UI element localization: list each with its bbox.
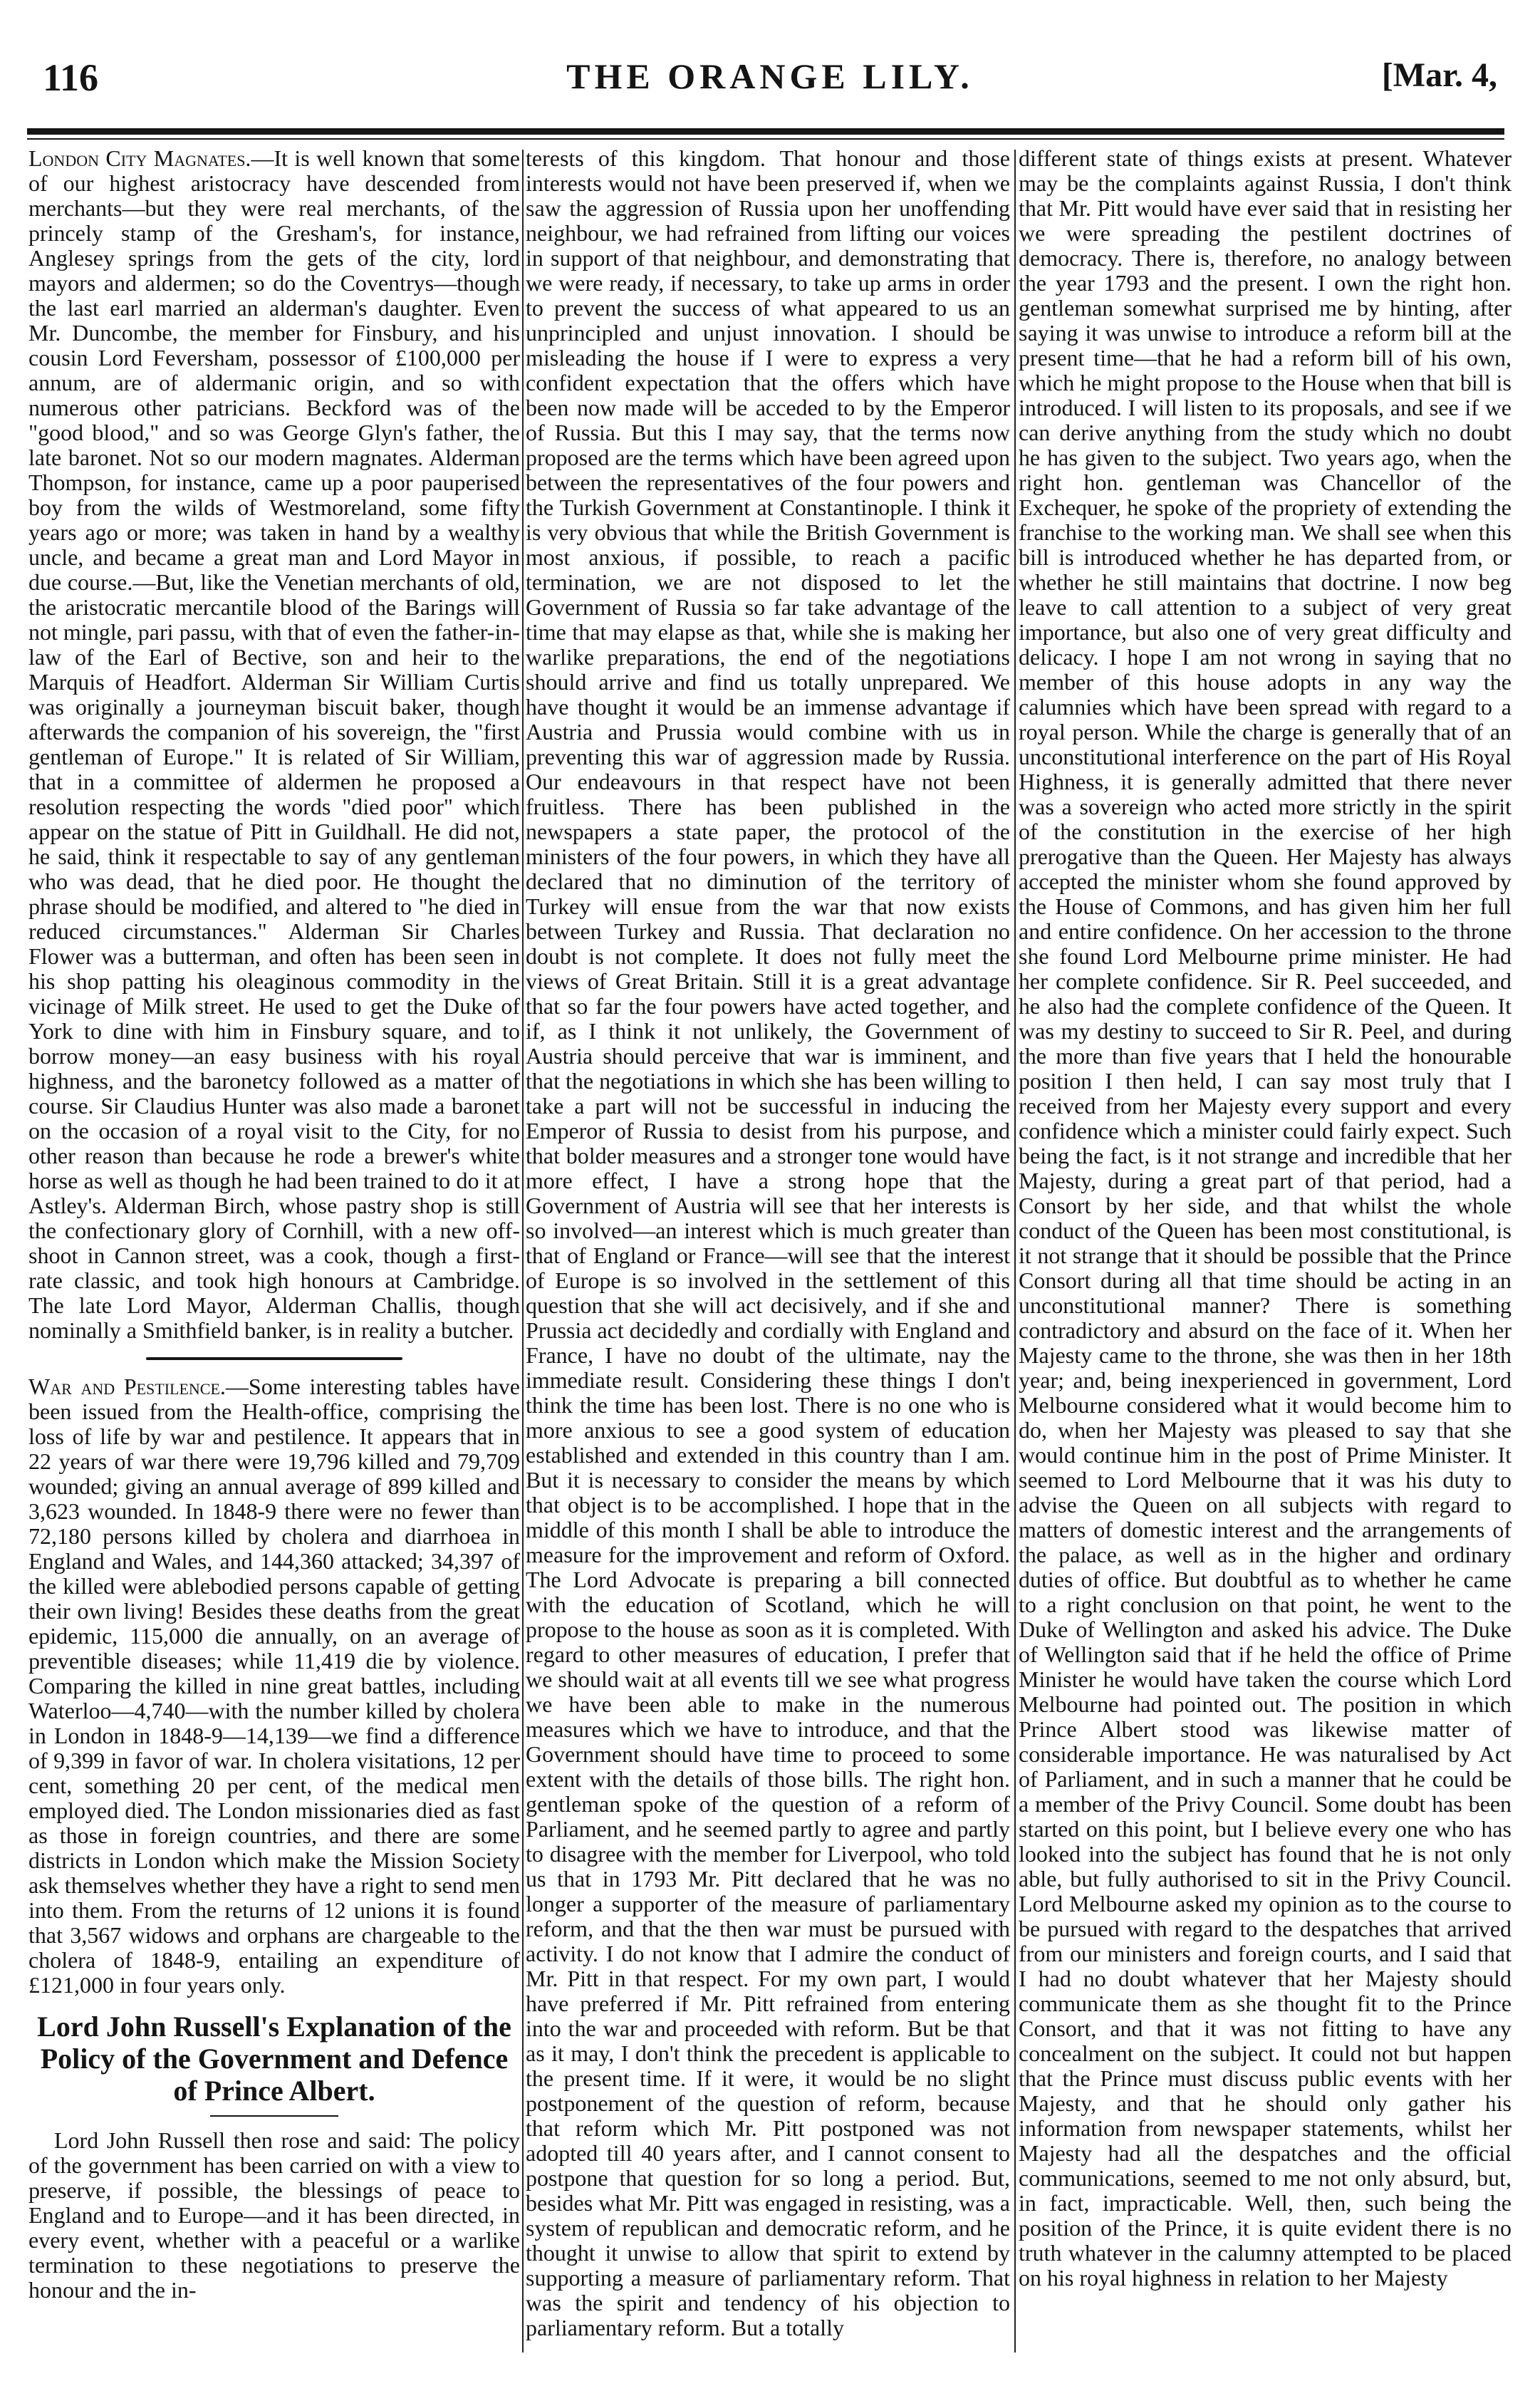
headline-line: Lord John Russell's Explanation of the xyxy=(37,2011,511,2043)
article-headline xyxy=(36,2011,513,2107)
headline-line: of Prince Albert. xyxy=(173,2075,375,2107)
section-divider xyxy=(146,1357,402,1360)
column-2 xyxy=(526,146,1010,2360)
header-rule-thin xyxy=(27,138,1504,140)
column-1 xyxy=(28,146,520,2360)
header-rule xyxy=(27,128,1504,135)
article-title: War and Pestilence. xyxy=(28,1374,226,1399)
page-header xyxy=(43,56,1497,105)
page-number: 116 xyxy=(43,56,99,99)
headline-rule xyxy=(210,2115,338,2117)
masthead-title: THE ORANGE LILY. xyxy=(566,56,974,96)
article-london-city-magnates xyxy=(28,146,520,1343)
article-body: —It is well known that some of our highest aristocracy have descended from merchants—but they were real merchants, of the princely stamp of the Gresham's, for instance, Anglesey springs from the gets of the city, lord mayors and aldermen; so do the Coventrys—though the last earl married an alderman's daughter. Even Mr. Duncombe, the member for Finsbury, and his cousin Lord Feversham, possessor of £100,000 per annum, are of aldermanic origin, and so with numerous other patricians. Beckford was of the "good blood," and so was George Glyn's father, the late baronet. Not so our modern magnates. Alderman Thompson, for instance, came up a poor pauperised boy from the wilds of Westmoreland, some fifty years ago or more; was taken in hand by a wealthy uncle, and became a great man and Lord Mayor in due course.—But, like the Venetian merchants of old, the aristocratic mercantile blood of the Barings will not mingle, pari passu, with that of even the father-in-law of the Earl of Bective, son and heir to the Marquis of Headfort. Alderman Sir William Curtis was originally a journeyman biscuit baker, though afterwards the companion of his sovereign, the "first gentleman of Europe." It is related of Sir William, that in a committee of aldermen he proposed a resolution respecting the words "died poor" which appear on the statue of Pitt in Guildhall. He did not, he said, think it respectable to say of any gentleman who was dead, that he died poor. He thought the phrase should be modified, and altered to "he died in reduced circumstances." Alderman Sir Charles Flower was a butterman, and often has been seen in his shop patting his oleaginous commodity in the vicinage of Milk street. He used to get the Duke of York to dine with him in Finsbury square, and to borrow money—an easy business with his royal highness, and the baronetcy followed as a matter of course. Sir Claudius Hunter was also made a baronet on the occasion of a royal visit to the City, for no other reason than because he rode a brewer's white horse as well as though he had been trained to do it at Astley's. Alderman Birch, whose pastry shop is still the confectionary glory of Cornhill, with a new off-shoot in Cannon street, was a cook, though a first-rate classic, and took high honours at Cambridge. The late Lord Mayor, Alderman Challis, though nominally a Smithfield banker, is in reality a butcher. xyxy=(28,146,520,1343)
article-war-and-pestilence xyxy=(28,1374,520,1998)
article-body: different state of things exists at present. Whatever may be the complaints against Russia, I don't think that Mr. Pitt would have ever said that in resisting her we were spreading the pestilent doctrines of democracy. There is, therefore, no analogy between the year 1793 and the present. I own the right hon. gentleman somewhat surprised me by hinting, after saying it was unwise to introduce a reform bill at the present time—that he had a reform bill of his own, which he might propose to the House when that bill is introduced. I will listen to its proposals, and see if we can derive anything from the study which no doubt he has given to the subject. Two years ago, when the right hon. gentleman was Chancellor of the Exchequer, he spoke of the propriety of extending the franchise to the working man. We shall see when this bill is introduced whether he has departed from, or whether he still maintains that doctrine. I now beg leave to call attention to a subject of very great importance, but also one of very great difficulty and delicacy. I hope I am not wrong in saying that no member of this house adopts in any way the calumnies which have been spread with regard to a royal person. While the charge is generally that of an unconstitutional interference on the part of His Royal Highness, it is generally admitted that there never was a sovereign who acted more strictly in the spirit of the constitution in the exercise of her high prerogative than the Queen. Her Majesty has always accepted the minister whom she found approved by the House of Commons, and has given him her full and entire confidence. On her accession to the throne she found Lord Melbourne prime minister. He had her complete confidence. Sir R. Peel succeeded, and he also had the complete confidence of the Queen. It was my destiny to succeed to Sir R. Peel, and during the more than five years that I held the honourable position I then held, I can say most truly that I received from her Majesty every support and every confidence which a minister could fairly expect. Such being the fact, is it not strange and incredible that her Majesty, during a great part of that period, had a Consort by her side, and that whilst the whole conduct of the Queen has been most constitutional, is it not strange that it should be possible that the Prince Consort during all that time should be acting in an unconstitutional manner? There is something contradictory and absurd on the face of it. When her Majesty came to the throne, she was then in her 18th year; and, being inexperienced in government, Lord Melbourne considered what it would become him to do, when her Majesty was pleased to say that she would continue him in the post of Prime Minister. It seemed to Lord Melbourne that it was his duty to advise the Queen on all subjects with regard to matters of domestic interest and the arrangements of the palace, as well as in the higher and ordinary duties of office. But doubtful as to whether he came to a right conclusion on that point, he went to the Duke of Wellington and asked his advice. The Duke of Wellington said that if he held the office of Prime Minister he would have taken the course which Lord Melbourne had pointed out. The position in which Prince Albert stood was likewise matter of considerable importance. He was naturalised by Act of Parliament, and in such a manner that he could be a member of the Privy Council. Some doubt has been started on this point, but I believe every one who has looked into the subject has found that he is not only able, but fully authorised to sit in the Privy Council. Lord Melbourne asked my opinion as to the course to be pursued with regard to the despatches that arrived from our ministers and foreign courts, and I said that I had no doubt whatever that her Majesty should communicate them as she thought fit to the Prince Consort, and that it was not fitting to have any concealment on the subject. It could not but happen that the Prince must discuss public events with her Majesty, and that he should only gather his information from newspaper statements, whilst her Majesty had all the despatches and the official communications, seemed to me not only absurd, but, in fact, impracticable. Well, then, such being the position of the Prince, it is quite evident there is no truth whatever in the calumny attempted to be placed on his royal highness in relation to her Majesty xyxy=(1019,146,1512,2291)
column-divider xyxy=(522,150,524,2353)
article-body: terests of this kingdom. That honour and those interests would not have been preserved if, when we saw the aggression of Russia upon her unoffending neighbour, we had refrained from lifting our voices in support of that neighbour, and demonstrating that we were ready, if necessary, to take up arms in order to prevent the success of what appeared to us an unprincipled and unjust innovation. I should be misleading the house if I were to express a very confident expectation that the offers which have been now made will be acceded to by the Emperor of Russia. But this I may say, that the terms now proposed are the terms which have been agreed upon between the representatives of the four powers and the Turkish Government at Constantinople. I think it is very obvious that while the British Government is most anxious, if possible, to reach a pacific termination, we are not disposed to let the Government of Russia so far take advantage of the time that may elapse as that, while she is making her warlike preparations, the end of the negotiations should arrive and find us totally unprepared. We have thought it would be an immense advantage if Austria and Prussia would combine with us in preventing this war of aggression made by Russia. Our endeavours in that respect have not been fruitless. There has been published in the newspapers a state paper, the protocol of the ministers of the four powers, in which they have all declared that no diminution of the territory of Turkey will ensue from the war that now exists between Turkey and Russia. That declaration no doubt is not complete. It does not fully meet the views of Great Britain. Still it is a great advantage that so far the four powers have acted together, and if, as I think it not unlikely, the Government of Austria should perceive that war is imminent, and that the negotiations in which she has been willing to take a part will not be successful in inducing the Emperor of Russia to desist from his purpose, and that bolder measures and a stronger tone would have more effect, I have a strong hope that the Government of Austria will see that her interests is so involved—an interest which is much greater than that of England or France—will see that the interest of Europe is so involved in the settlement of this question that she will act decisively, and if she and Prussia act decidedly and cordially with England and France, I have no doubt of the ultimate, nay the immediate result. Considering these things I don't think the time has been lost. There is no one who is more anxious to see a good system of education established and extended in this country than I am. But it is necessary to consider the means by which that object is to be accomplished. I hope that in the middle of this month I shall be able to introduce the measure for the improvement and reform of Oxford. The Lord Advocate is preparing a bill connected with the education of Scotland, which he will propose to the house as soon as it is completed. With regard to other measures of education, I prefer that we should wait at all events till we see what progress we have been able to make in the numerous measures which we have to introduce, and that the Government should have time to proceed to some extent with the details of those bills. The right hon. gentleman spoke of the question of a reform of Parliament, and he seemed partly to agree and partly to disagree with the member for Liverpool, who told us that in 1793 Mr. Pitt declared that he was no longer a supporter of the measure of parliamentary reform, and that the then war must be pursued with activity. I do not know that I admire the conduct of Mr. Pitt in that respect. For my own part, I would have preferred if Mr. Pitt refrained from entering into the war and proceeded with reform. But be that as it may, I don't think the precedent is applicable to the present time. If it were, it would be no slight postponement of the question of reform, because that reform which Mr. Pitt postponed was not adopted till 40 years after, and I cannot consent to postpone that question for so long a period. But, besides what Mr. Pitt was engaged in resisting, was a system of republican and democratic reform, and he thought it unwise to allow that spirit to extend by supporting a measure of parliamentary reform. That was the spirit and tendency of his objection to parliamentary reform. But a totally xyxy=(526,146,1010,2340)
column-3 xyxy=(1019,146,1512,2360)
article-body: —Some interesting tables have been issued from the Health-office, comprising the loss of life by war and pestilence. It appears that in 22 years of war there were 19,796 killed and 79,709 wounded; giving an annual average of 899 killed and 3,623 wounded. In 1848-9 there were no fewer than 72,180 persons killed by cholera and diarrhoea in England and Wales, and 144,360 attacked; 34,397 of the killed were ablebodied persons capable of getting their own living! Besides these deaths from the great epidemic, 115,000 die annually, on an average of preventible diseases; while 11,419 die by violence. Comparing the killed in nine great battles, including Waterloo—4,740—with the number killed by cholera in London in 1848-9—14,139—we find a difference of 9,399 in favor of war. In cholera visitations, 12 per cent, something 20 per cent, of the medical men employed died. The London missionaries died as fast as those in foreign countries, and there are some districts in London which make the Mission Society ask themselves whether they have a right to send men into them. From the returns of 12 unions it is found that 3,567 widows and orphans are chargeable to the cholera of 1848-9, entailing an expenditure of £121,000 in four years only. xyxy=(28,1374,520,1998)
issue-date: [Mar. 4, xyxy=(1381,56,1497,94)
article-body: Lord John Russell then rose and said: The policy of the government has been carried on with a view to preserve, if possible, the blessings of peace to England and to Europe—and it has been directed, in every event, whether with a peaceful or a warlike termination to these negotiations to preserve the honour and the in- xyxy=(28,2127,520,2303)
headline-line: Policy of the Government and Defence xyxy=(40,2043,509,2075)
column-divider xyxy=(1014,150,1016,2353)
article-title: London City Magnates. xyxy=(28,146,251,171)
